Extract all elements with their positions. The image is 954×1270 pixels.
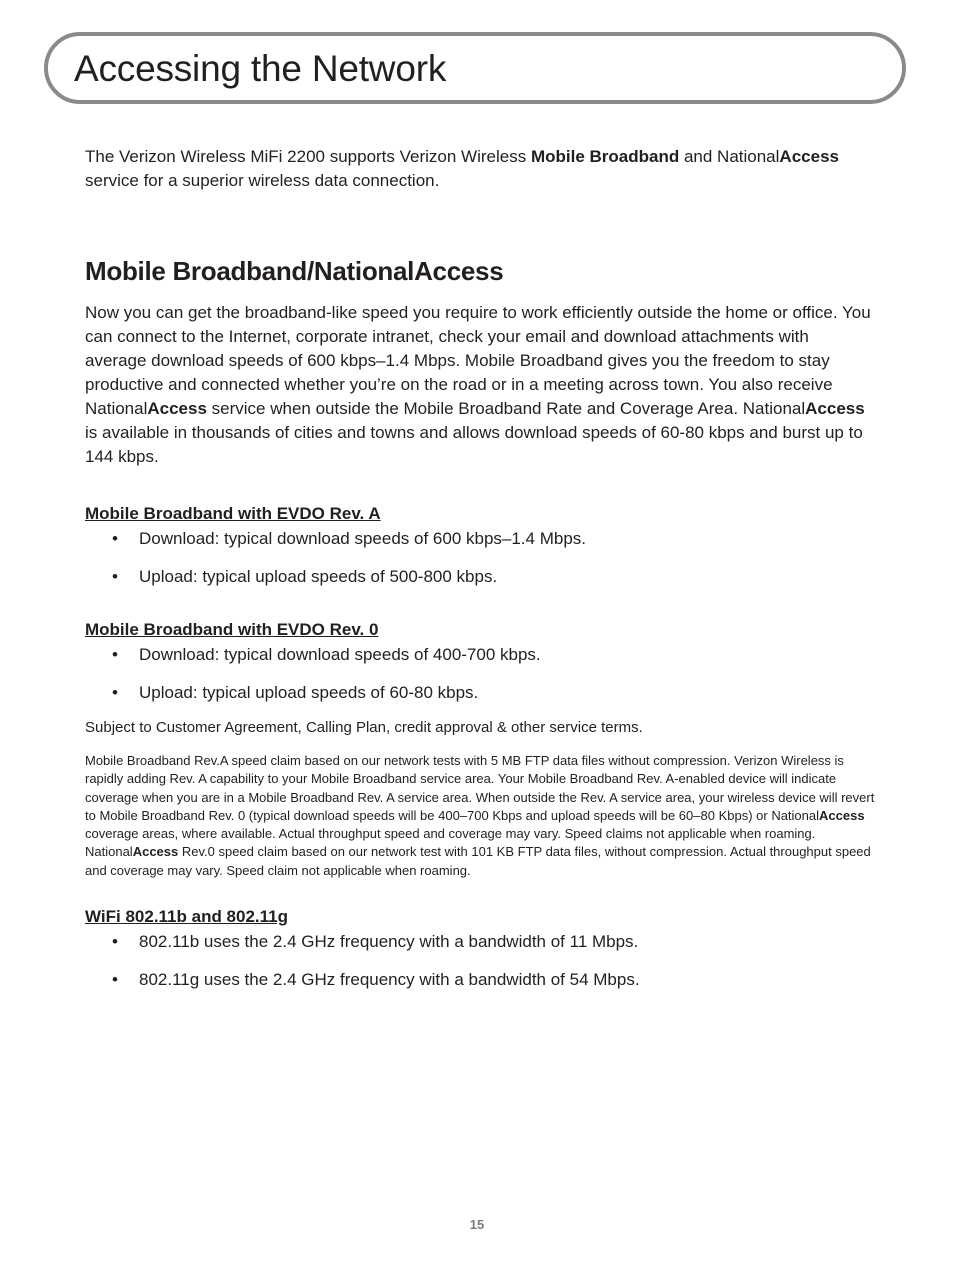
wifi-list: [85, 930, 875, 992]
main-content: [85, 145, 875, 992]
rev-0-list: [85, 643, 875, 705]
rev-a-list: [85, 527, 875, 589]
terms-text: Subject to Customer Agreement, Calling Plan, credit approval & other service terms.: [85, 719, 643, 736]
intro-bold-1: Mobile Broadband: [530, 147, 680, 166]
bullet-icon: •: [112, 567, 118, 586]
intro-text-3: service for a superior wireless data connection.: [85, 171, 440, 190]
bullet-icon: •: [112, 932, 118, 952]
para-text-1: Now you can get the broadband-like speed you require to work efficiently outside the home or office. You can connect to the Internet, corporate intranet, check your email and download attachments with average download speeds of 600 kbps–1.4 Mbps. Mobile Broadband gives you the freedom to stay productive and connected whether you’re on the road or in a meeting across town. You also receive National: [85, 303, 871, 418]
list-item-text: Download: typical download speeds of 600 kbps–1.4 Mbps.: [139, 529, 587, 548]
page-header: [44, 32, 906, 104]
fineprint-bold-2: Access: [132, 844, 179, 860]
section-heading-main: Mobile Broadband/National: [85, 256, 415, 286]
section-heading: [85, 256, 875, 286]
intro-text-2: and National: [679, 147, 780, 166]
intro-paragraph: [85, 145, 875, 193]
list-item-text: Upload: typical upload speeds of 60-80 kbps.: [139, 683, 479, 702]
intro-text-1: The Verizon Wireless MiFi 2200 supports Verizon Wireless: [85, 147, 531, 166]
list-item: [85, 681, 875, 705]
bullet-icon: •: [112, 645, 118, 664]
wifi-heading: WiFi 802.11b and 802.11g: [85, 907, 289, 927]
section-paragraph: [85, 301, 875, 469]
para-text-3: is available in thousands of cities and towns and allows download speeds of 60-80 kbps and burst up to 144 kbps.: [85, 423, 863, 466]
fineprint-text-2: coverage areas, where available. Actual throughput speed and coverage may vary. Speed claims not applicable when roaming.: [85, 826, 816, 842]
list-item: [85, 527, 875, 551]
para-bold-1: Access: [147, 399, 207, 418]
bullet-icon: •: [112, 970, 118, 990]
list-item: [85, 930, 875, 954]
rev-a-heading: Mobile Broadband with EVDO Rev. A: [85, 504, 381, 523]
section-heading-bold: Access: [414, 256, 504, 286]
list-item-text: Upload: typical upload speeds of 500-800 kbps.: [139, 567, 498, 586]
fineprint-text-4: Rev.0 speed claim based on our network test with 101 KB FTP data files, without compression. Actual throughput speed and coverage may vary. Speed claim not applicable when roaming.: [85, 844, 871, 878]
fineprint-text-1: Mobile Broadband Rev.A speed claim based on our network tests with 5 MB FTP data files without compression. Verizon Wireless is rapidly adding Rev. A capability to your Mobile Broadband service area. Your Mobile Broadband Rev. A-enabled device will indicate coverage when you are in a Mobile Broadband Rev. A service area. When outside the Rev. A service area, your wireless device will revert to Mobile Broadband Rev. 0 (typical download speeds will be 400–700 Kbps and upload speeds will be 60–80 Kbps) or National: [85, 753, 875, 823]
list-item-text: Download: typical download speeds of 400-700 kbps.: [139, 645, 541, 664]
list-item: [85, 565, 875, 589]
fineprint-bold-1: Access: [819, 807, 865, 823]
list-item-text: 802.11b uses the 2.4 GHz frequency with a bandwidth of 11 Mbps.: [139, 932, 639, 952]
list-item: [85, 968, 875, 992]
intro-bold-2: Access: [779, 147, 839, 166]
rev-0-heading: Mobile Broadband with EVDO Rev. 0: [85, 620, 379, 639]
para-text-2: service when outside the Mobile Broadband Rate and Coverage Area. National: [206, 399, 806, 418]
bullet-icon: •: [112, 529, 118, 548]
fineprint-text: [85, 752, 875, 880]
page-number: 15: [469, 1217, 485, 1232]
bullet-icon: •: [112, 683, 118, 702]
fineprint-text-3: National: [85, 844, 133, 860]
list-item: [85, 643, 875, 667]
para-bold-2: Access: [805, 399, 865, 418]
page-title: Accessing the Network: [74, 48, 447, 89]
list-item-text: 802.11g uses the 2.4 GHz frequency with a bandwidth of 54 Mbps.: [139, 970, 640, 990]
